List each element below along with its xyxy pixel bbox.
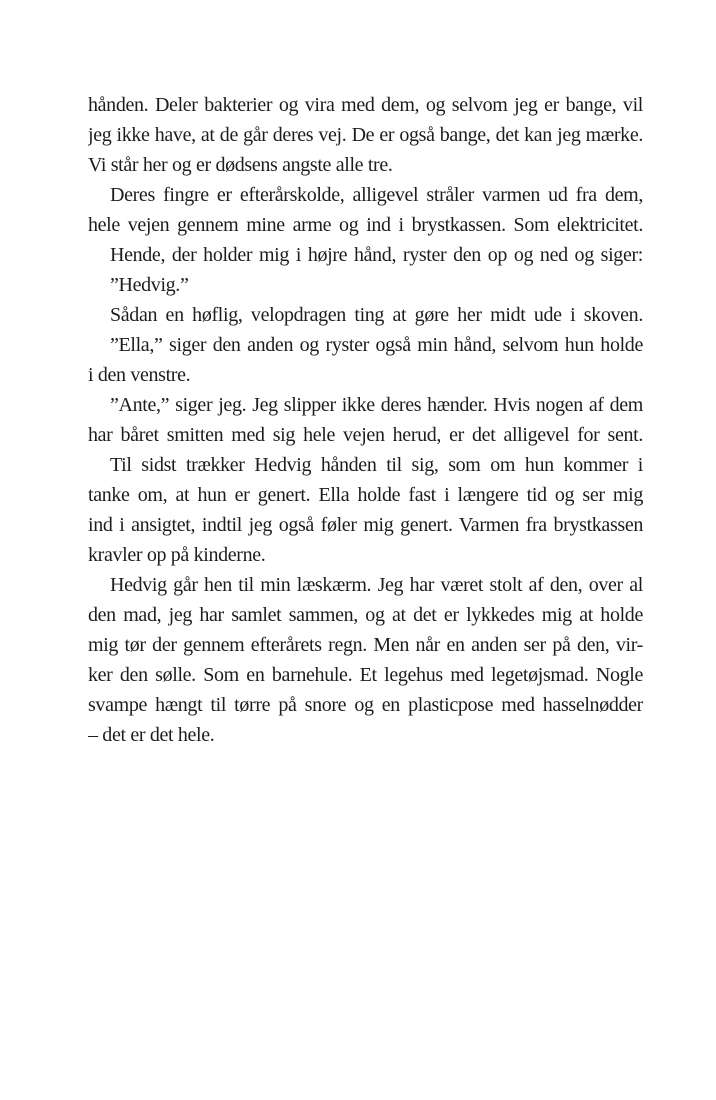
text-line: hele vejen gennem mine arme og ind i brystkassen. Som elektricitet.	[88, 214, 643, 236]
text-line: jeg ikke have, at de går deres vej. De er også bange, det kan jeg mærke.	[88, 124, 643, 146]
text-line: mig tør der gennem efterårets regn. Men når en anden ser på den, vir-	[88, 634, 643, 656]
text-line: – det er det hele.	[88, 724, 215, 746]
text-line: ”Hedvig.”	[110, 274, 189, 296]
text-line: hånden. Deler bakterier og vira med dem, og selvom jeg er bange, vil	[88, 94, 643, 116]
paragraph	[88, 270, 643, 300]
text-line: kravler op på kinderne.	[88, 544, 266, 566]
paragraph	[88, 390, 643, 450]
text-line: ker den sølle. Som en barnehule. Et legehus med legetøjsmad. Nogle	[88, 664, 643, 686]
text-line: den mad, jeg har samlet sammen, og at det er lykkedes mig at holde	[88, 604, 643, 626]
text-line: tanke om, at hun er genert. Ella holde fast i længere tid og ser mig	[88, 484, 643, 506]
paragraph	[88, 570, 643, 750]
text-line: Til sidst trækker Hedvig hånden til sig, som om hun kommer i	[110, 454, 643, 476]
paragraph	[88, 330, 643, 390]
text-line: Hende, der holder mig i højre hånd, ryster den op og ned og siger:	[110, 244, 643, 266]
text-block	[88, 90, 643, 750]
text-line: ind i ansigtet, indtil jeg også føler mig genert. Varmen fra brystkassen	[88, 514, 643, 536]
paragraph	[88, 90, 643, 180]
paragraph	[88, 240, 643, 270]
text-line: Sådan en høflig, velopdragen ting at gøre her midt ude i skoven.	[110, 304, 643, 326]
paragraph	[88, 180, 643, 240]
text-line: ”Ella,” siger den anden og ryster også min hånd, selvom hun holde	[110, 334, 643, 356]
text-line: svampe hængt til tørre på snore og en plasticpose med hasselnødder	[88, 694, 643, 716]
text-line: har båret smitten med sig hele vejen herud, er det alligevel for sent.	[88, 424, 643, 446]
paragraph	[88, 300, 643, 330]
text-line: i den venstre.	[88, 364, 191, 386]
text-line: Hedvig går hen til min læskærm. Jeg har været stolt af den, over al	[110, 574, 643, 596]
text-line: Vi står her og er dødsens angste alle tre.	[88, 154, 393, 176]
paragraph	[88, 450, 643, 570]
text-line: ”Ante,” siger jeg. Jeg slipper ikke deres hænder. Hvis nogen af dem	[110, 394, 643, 416]
text-line: Deres fingre er efterårskolde, alligevel stråler varmen ud fra dem,	[110, 184, 643, 206]
